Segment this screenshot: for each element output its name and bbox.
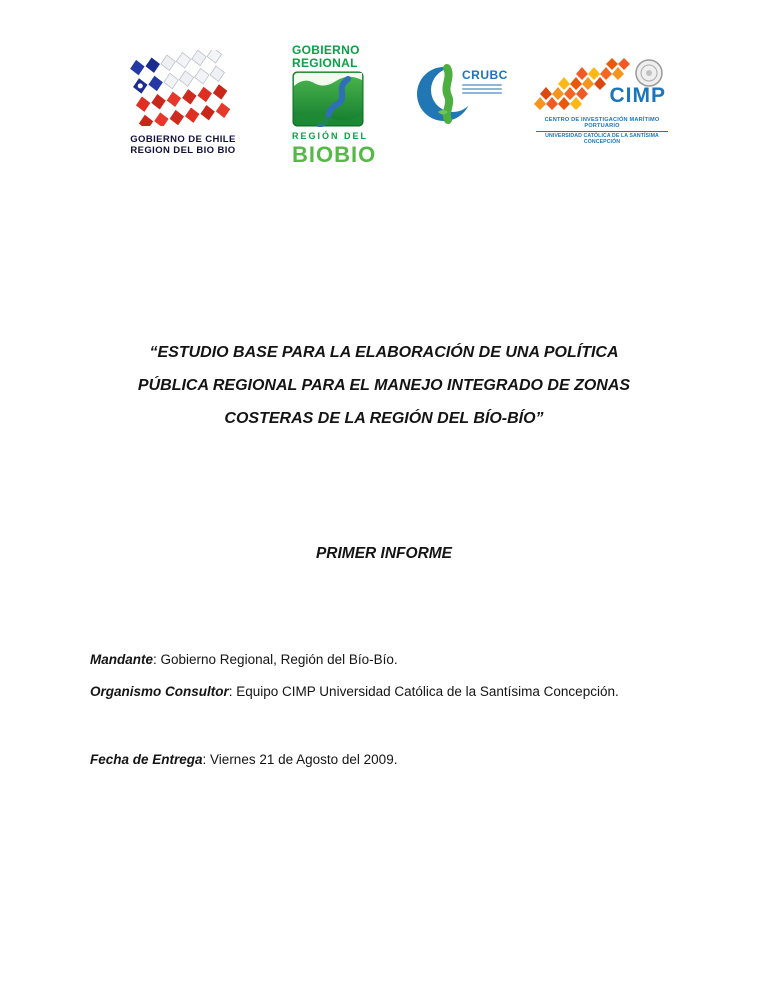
report-title-line1: “ESTUDIO BASE PARA LA ELABORACIÓN DE UNA POLÍTICA [149, 344, 619, 361]
gore-biobio-logo [292, 44, 378, 168]
crubc-logo [414, 54, 508, 134]
report-subtitle: PRIMER INFORME [315, 545, 453, 562]
report-title [62, 336, 706, 435]
field-mandante-value: : Gobierno Regional, Región del Bío-Bío. [153, 652, 398, 667]
field-mandante [90, 652, 728, 667]
crubc-fineprint-bar [462, 92, 502, 94]
gore-word-gobierno: GOBIERNO [292, 43, 360, 57]
field-mandante-label: Mandante [90, 652, 154, 667]
report-title-line2: PÚBLICA REGIONAL PARA EL MANEJO INTEGRADO DE ZONAS [137, 377, 631, 394]
gore-word-regional: REGIONAL [292, 55, 358, 70]
cimp-logo [532, 58, 672, 145]
chile-flag-logo [126, 50, 240, 156]
cimp-name-line2: UNIVERSIDAD CATÓLICA DE LA SANTÍSIMA CONCEPCIÓN [545, 133, 659, 145]
field-organismo-consultor [90, 684, 728, 699]
chile-caption-line2: REGION DEL BIO BIO [130, 145, 236, 156]
field-fecha-label: Fecha de Entrega [90, 752, 203, 767]
cimp-name-line1: CENTRO DE INVESTIGACIÓN MARÍTIMO PORTUARIO [544, 117, 660, 129]
chile-caption-line1: GOBIERNO DE CHILE [130, 134, 236, 145]
gore-region-del-label: REGIÓN DEL [292, 131, 369, 141]
field-organismo-label: Organismo Consultor [90, 684, 229, 699]
cimp-acronym: CIMP [609, 84, 666, 107]
field-fecha-value: : Viernes 21 de Agosto del 2009. [202, 752, 398, 767]
crubc-fineprint-bar [462, 84, 502, 86]
gore-biobio-label: BIOBIO [292, 142, 377, 167]
chile-flag-mosaic-icon [126, 50, 240, 126]
gore-landscape-icon [292, 71, 364, 127]
field-fecha-entrega [90, 752, 728, 767]
crubc-fineprint [462, 84, 502, 96]
report-title-line3: COSTERAS DE LA REGIÓN DEL BÍO-BÍO” [224, 410, 544, 427]
cimp-divider [536, 131, 668, 132]
crubc-fineprint-bar [462, 88, 502, 90]
crubc-acronym: CRUBC [462, 68, 508, 82]
field-organismo-value: : Equipo CIMP Universidad Católica de la Santísima Concepción. [228, 684, 619, 699]
